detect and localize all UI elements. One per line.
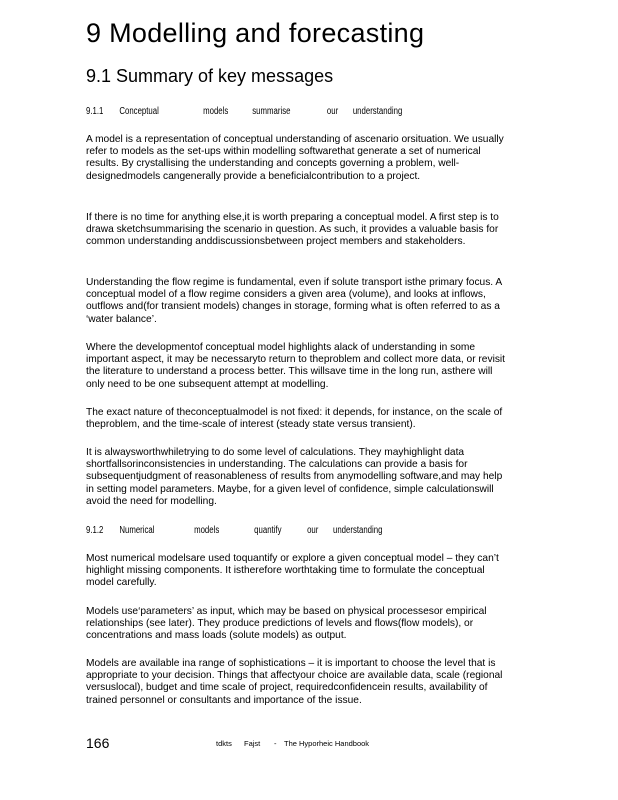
subsection-heading-9-1-1 xyxy=(86,106,418,117)
heading-word: Conceptual xyxy=(119,106,159,117)
subsection-number: 9.1.2 xyxy=(86,525,104,536)
paragraph: A model is a representation of conceptual understanding of ascenario orsituation. We usually refer to models as the set-ups within modelling softwarethat generate a set of numerical results. By crystallising the understanding and concepts governing a problem, well-designedmodels cangenerally provide a beneficialcontribution to a project. xyxy=(86,134,504,182)
paragraph: Where the developmentof conceptual model highlights alack of understanding in some important aspect, it may be necessaryto return to theproblem and collect more data, or revisit the literature to understand a process better. This willsave time in the long run, asthere will only need to be one subsequent attempt at modelling. xyxy=(86,342,506,390)
heading-word: summarise xyxy=(252,106,291,117)
subsection-heading-9-1-2 xyxy=(86,525,398,536)
footer-separator: - xyxy=(274,739,277,748)
paragraph: It is alwaysworthwhiletrying to do some level of calculations. They mayhighlight data shortfallsorinconsistencies in understanding. The calculations can provide a basis for subsequentjudgment of reasonableness of results from anymodelling software,and may help in setting model parameters. Maybe, for a given level of confidence, simple calculationswill avoid the need for modelling. xyxy=(86,447,503,507)
heading-word: models xyxy=(203,106,229,117)
paragraph: The exact nature of theconceptualmodel is not fixed: it depends, for instance, on the scale of theproblem, and the time-scale of interest (steady state versus transient). xyxy=(86,407,503,431)
paragraph: Models are available ina range of sophistications – it is important to choose the level that is appropriate to your decision. Things that affectyour choice are available data, scale (regional versuslocal), budget and time scale of project, requiredconfidencein results, availability of trained personnel or consultants and importance of the issue. xyxy=(86,658,503,706)
section-title: 9.1 Summary of key messages xyxy=(86,66,334,86)
heading-word: our xyxy=(326,106,339,117)
subsection-number: 9.1.1 xyxy=(86,106,104,117)
paragraph: Most numerical modelsare used toquantify or explore a given conceptual model – they can’t highlight missing components. It istherefore worthtaking time to formulate the conceptual model carefully. xyxy=(86,553,499,589)
paragraph: Understanding the flow regime is fundamental, even if solute transport isthe primary focus. A conceptual model of a flow regime considers a given area (volume), and looks at inflows, outflows and(for transient models) changes in storage, forming what is often referred to as a ‘water balance’. xyxy=(86,277,502,325)
page-number: 166 xyxy=(86,735,110,751)
paragraph: Models use‘parameters’ as input, which may be based on physical processesor empirical relationships (see later). They produce predictions of levels and flows(flow models), or concentrations and mass loads (solute models) as output. xyxy=(86,606,487,642)
footer-mark-mid: Fajst xyxy=(244,739,261,748)
heading-word: quantify xyxy=(254,525,282,536)
heading-word: models xyxy=(194,525,220,536)
paragraph: If there is no time for anything else,it is worth preparing a conceptual model. A first step is to drawa sketchsummarising the scenario in question. As such, it provides a valuable basis for common understanding anddiscussionsbetween project members and stakeholders. xyxy=(86,212,499,248)
heading-word: understanding xyxy=(332,525,383,536)
chapter-title: 9 Modelling and forecasting xyxy=(86,18,425,48)
footer-mark-left: tdkts xyxy=(216,739,232,748)
heading-word: Numerical xyxy=(119,525,155,536)
footer-title: The Hyporheic Handbook xyxy=(284,739,370,748)
heading-word: our xyxy=(307,525,319,536)
heading-word: understanding xyxy=(352,106,403,117)
